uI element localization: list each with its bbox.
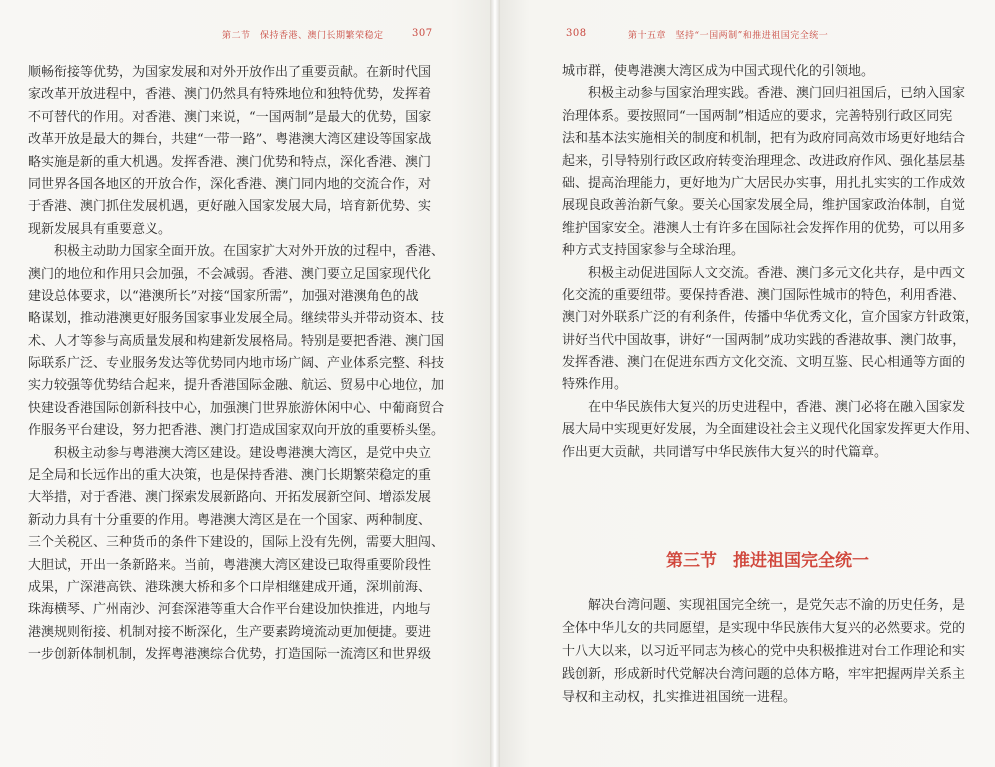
right-line: 积极主动促进国际人文交流。香港、澳门多元文化共存，是中西文 (588, 265, 966, 281)
left-line: 不可替代的作用。对香港、澳门来说，“一国两制”是最大的优势，国家 (28, 109, 432, 125)
left-line: 足全局和长远作出的重大决策，也是保持香港、澳门长期繁荣稳定的重 (28, 468, 432, 484)
left-line: 际联系广泛、专业服务发达等优势同内地市场广阔、产业体系完整、科技 (28, 356, 445, 372)
right-line: 城市群，使粤港澳大湾区成为中国式现代化的引领地。 (562, 64, 875, 79)
left-line: 改革开放是最大的舞台，共建“一带一路”、粤港澳大湾区建设等国家战 (28, 132, 432, 148)
left-line: 大举措，对于香港、澳门探索发展新路向、开拓发展新空间、增添发展 (28, 490, 432, 506)
left-line: 作服务平台建设，努力把香港、澳门打造成国家双向开放的重要桥头堡。 (28, 423, 445, 439)
section-body-text (562, 594, 965, 709)
right-running-head: 第十五章 坚持“一国两制”和推进祖国完全统一 (628, 31, 829, 41)
left-line: 新动力具有十分重要的作用。粤港澳大湾区是在一个国家、两种制度、 (28, 512, 432, 528)
left-page (0, 0, 490, 767)
right-body-text (562, 61, 978, 464)
left-line: 一步创新体制机制，发挥粤港澳综合优势，打造国际一流湾区和世界级 (28, 647, 432, 663)
section-line: 十八大以来，以习近平同志为核心的党中央积极推进对台工作理论和实 (562, 644, 966, 659)
right-line: 治理体系。要按照同“一国两制”相适应的要求，完善特别行政区同宪 (562, 108, 953, 124)
right-line: 讲好当代中国故事，讲好“一国两制”成功实践的香港故事、澳门故事， (562, 332, 966, 348)
right-page (500, 0, 995, 767)
right-line: 起来，引导特别行政区政府转变治理理念、改进政府作风、强化基层基 (562, 153, 966, 169)
left-line: 积极主动参与粤港澳大湾区建设。建设粤港澳大湾区，是党中央立 (54, 445, 432, 461)
left-line: 建设总体要求，以“港澳所长”对接“国家所需”，加强对港澳角色的战 (28, 288, 419, 304)
right-line: 在中华民族伟大复兴的历史进程中，香港、澳门必将在融入国家发 (588, 399, 966, 415)
right-line: 特殊作用。 (562, 377, 628, 393)
left-line: 家改革开放进程中，香港、澳门仍然具有特殊地位和独特优势，发挥着 (28, 87, 432, 103)
section-line: 导权和主动权，扎实推进祖国统一进程。 (562, 690, 797, 705)
left-line: 现新发展具有重要意义。 (28, 221, 172, 237)
left-line: 术、人才等参与高质量发展和构建新发展格局。特别是要把香港、澳门国 (28, 333, 445, 349)
left-line: 于香港、澳门抓住发展机遇，更好融入国家发展大局，培育新优势、实 (28, 199, 432, 215)
right-line: 种方式支持国家参与全球治理。 (562, 243, 745, 259)
right-line: 澳门对外联系广泛的有利条件，传播中华优秀文化，宣介国家方针政策， (562, 310, 979, 326)
section-number: 第三节 (666, 551, 717, 571)
right-line: 展大局中实现更好发展，为全面建设社会主义现代化国家发挥更大作用、 (562, 422, 979, 438)
left-line: 快建设香港国际创新科技中心，加强澳门世界旅游休闲中心、中葡商贸合 (28, 400, 445, 416)
right-line: 维护国家安全。港澳人士有许多在国际社会发挥作用的优势，可以用多 (562, 220, 966, 236)
right-line: 法和基本法实施相关的制度和机制，把有为政府同高效市场更好地结合 (562, 131, 966, 147)
left-body-text (28, 62, 444, 667)
right-line: 作出更大贡献，共同谱写中华民族伟大复兴的时代篇章。 (562, 444, 888, 460)
left-line: 顺畅衔接等优势，为国家发展和对外开放作出了重要贡献。在新时代国 (28, 65, 432, 80)
section-line: 全体中华儿女的共同愿望，是实现中华民族伟大复兴的必然要求。党的 (562, 621, 966, 636)
left-line: 略谋划，推动港澳更好服务国家事业发展全局。继续带头并带动资本、技 (28, 311, 445, 327)
right-line: 化交流的重要纽带。要保持香港、澳门国际性城市的特色，利用香港、 (562, 287, 966, 303)
section-line: 解决台湾问题、实现祖国完全统一，是党矢志不渝的历史任务，是 (588, 598, 966, 613)
left-line: 珠海横琴、广州南沙、河套深港等重大合作平台建设加快推进，内地与 (28, 602, 432, 618)
right-line: 发挥香港、澳门在促进东西方文化交流、文明互鉴、民心相通等方面的 (562, 355, 966, 371)
section-heading (666, 546, 885, 571)
left-line: 大胆试，开出一条新路来。当前，粤港澳大湾区建设已取得重要阶段性 (28, 557, 432, 573)
left-line: 澳门的地位和作用只会加强，不会减弱。香港、澳门要立足国家现代化 (28, 266, 432, 282)
right-page-number: 308 (566, 28, 587, 39)
left-page-number: 307 (412, 28, 433, 39)
left-line: 积极主动助力国家全面开放。在国家扩大对外开放的过程中，香港、 (54, 244, 445, 260)
right-line: 展现良政善治新气象。要关心国家发展全局，维护国家政治体制，自觉 (562, 198, 966, 214)
right-line: 积极主动参与国家治理实践。香港、澳门回归祖国后，已纳入国家 (588, 86, 966, 102)
left-line: 实力较强等优势结合起来，提升香港国际金融、航运、贸易中心地位，加 (28, 378, 445, 394)
right-line: 础、提高治理能力，更好地为广大居民办实事，用扎扎实实的工作成效 (562, 175, 966, 191)
section-line: 践创新，形成新时代党解决台湾问题的总体方略，牢牢把握两岸关系主 (562, 667, 966, 682)
section-title: 推进祖国完全统一 (733, 551, 869, 571)
left-running-head: 第二节 保持香港、澳门长期繁荣稳定 (222, 31, 384, 41)
left-line: 略实施是新的重大机遇。发挥香港、澳门优势和特点，深化香港、澳门 (28, 154, 432, 170)
left-line: 三个关税区、三种货币的条件下建设的，国际上没有先例，需要大胆闯、 (28, 535, 445, 551)
left-line: 同世界各国各地区的开放合作，深化香港、澳门同内地的交流合作，对 (28, 176, 432, 192)
left-line: 港澳规则衔接、机制对接不断深化，生产要素跨境流动更加便捷。要进 (28, 624, 432, 640)
book-gutter (490, 0, 500, 767)
left-line: 成果，广深港高铁、港珠澳大桥和多个口岸相继建成开通，深圳前海、 (28, 579, 432, 595)
